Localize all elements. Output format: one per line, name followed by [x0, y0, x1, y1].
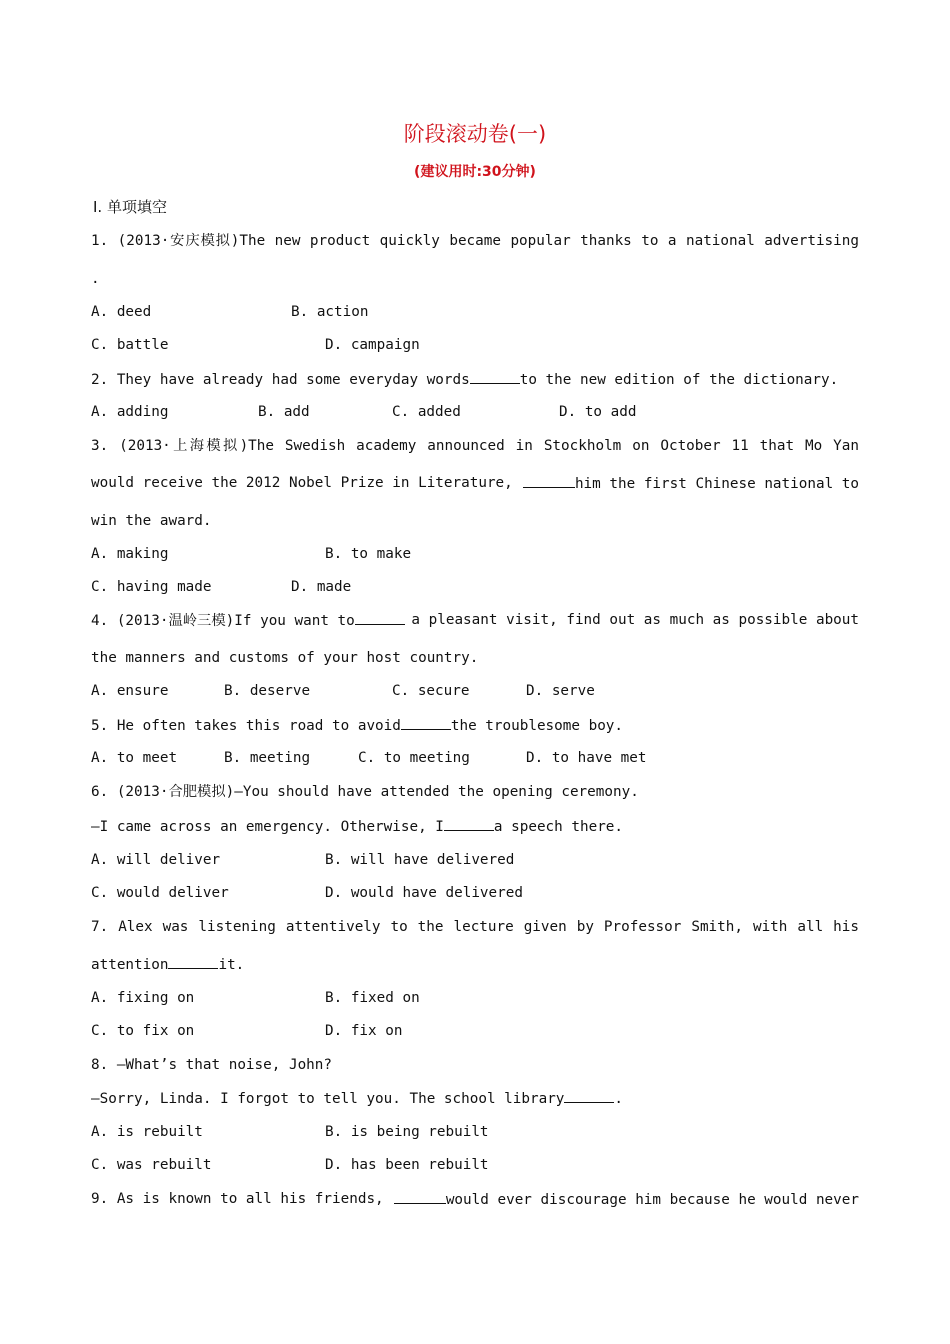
- question-7-stem-line2: [91, 954, 859, 975]
- question-3-option-b: B. to make: [325, 546, 412, 562]
- question-7-stem-end: it.: [218, 957, 245, 973]
- answer-blank: [564, 1088, 614, 1103]
- question-2-stem-end: to the new edition of the dictionary.: [519, 372, 839, 388]
- question-1-stem-end: .: [91, 271, 100, 287]
- answer-blank: [470, 369, 520, 384]
- question-2-stem-start: 2. They have already had some everyday words: [91, 372, 470, 388]
- question-9-stem-end: would ever discourage him because he would never: [445, 1192, 859, 1208]
- answer-blank: [523, 473, 575, 488]
- question-6-stem-line2: [91, 816, 859, 837]
- question-8-option-b: B. is being rebuilt: [325, 1124, 489, 1140]
- question-4-stem-line2: the manners and customs of your host country.: [91, 650, 479, 666]
- page-title: 阶段滚动卷(一): [403, 122, 547, 146]
- question-4-option-d: D. serve: [526, 683, 595, 699]
- answer-blank: [444, 816, 494, 831]
- question-3-stem-line2: [91, 473, 859, 494]
- answer-blank: [355, 610, 405, 625]
- question-5-stem-end: the troublesome boy.: [450, 718, 624, 734]
- question-6-option-d: D. would have delivered: [325, 885, 523, 901]
- question-7-stem: 7. Alex was listening attentively to the lecture given by Professor Smith, with all his: [91, 919, 859, 935]
- question-8-stem-line2: [91, 1088, 859, 1109]
- question-3-stem-end: him the first Chinese national to: [574, 476, 859, 492]
- question-3-option-a: A. making: [91, 546, 169, 562]
- question-5-option-c: C. to meeting: [358, 750, 470, 766]
- question-3-stem-start: would receive the 2012 Nobel Prize in Literature,: [91, 475, 513, 491]
- question-5-option-a: A. to meet: [91, 750, 178, 766]
- question-7-option-d: D. fix on: [325, 1023, 403, 1039]
- question-1-option-b: B. action: [291, 304, 369, 320]
- question-6-option-a: A. will deliver: [91, 852, 221, 868]
- question-9-stem-start: 9. As is known to all his friends,: [91, 1191, 384, 1207]
- question-2-stem: [91, 369, 859, 390]
- question-2-option-a: A. adding: [91, 404, 169, 420]
- answer-blank: [401, 715, 451, 730]
- question-2-option-d: D. to add: [559, 404, 637, 420]
- question-4-option-c: C. secure: [392, 683, 470, 699]
- question-3-stem-line3: win the award.: [91, 513, 212, 529]
- question-7-option-b: B. fixed on: [325, 990, 420, 1006]
- question-1-option-c: C. battle: [91, 337, 169, 353]
- question-7-option-a: A. fixing on: [91, 990, 195, 1006]
- question-6-option-b: B. will have delivered: [325, 852, 515, 868]
- question-8-stem-start: —Sorry, Linda. I forgot to tell you. The school library: [91, 1091, 565, 1107]
- question-4-stem: [91, 610, 859, 631]
- question-8-option-c: C. was rebuilt: [91, 1157, 212, 1173]
- question-1-option-a: A. deed: [91, 304, 152, 320]
- question-5-option-d: D. to have met: [526, 750, 647, 766]
- question-3-option-c: C. having made: [91, 579, 212, 595]
- page-subtitle: (建议用时:30分钟): [414, 164, 536, 180]
- question-1-stem: 1. (2013·安庆模拟)The new product quickly became popular thanks to a national advertising: [91, 233, 859, 249]
- answer-blank: [394, 1189, 446, 1204]
- question-4-stem-end: a pleasant visit, find out as much as possible about: [411, 612, 859, 628]
- question-2-option-b: B. add: [258, 404, 310, 420]
- question-8-stem: 8. —What’s that noise, John?: [91, 1057, 333, 1073]
- question-2-option-c: C. added: [392, 404, 461, 420]
- question-5-stem-start: 5. He often takes this road to avoid: [91, 718, 401, 734]
- question-6-option-c: C. would deliver: [91, 885, 229, 901]
- question-7-stem-start: attention: [91, 957, 169, 973]
- answer-blank: [168, 954, 218, 969]
- question-6-stem: 6. (2013·合肥模拟)—You should have attended the opening ceremony.: [91, 784, 639, 800]
- question-8-option-a: A. is rebuilt: [91, 1124, 203, 1140]
- question-4-stem-start: 4. (2013·温岭三模)If you want to: [91, 613, 355, 629]
- question-5-stem: [91, 715, 859, 736]
- question-4-option-a: A. ensure: [91, 683, 169, 699]
- question-7-option-c: C. to fix on: [91, 1023, 195, 1039]
- question-5-option-b: B. meeting: [224, 750, 311, 766]
- section-heading: Ⅰ. 单项填空: [93, 198, 167, 216]
- question-6-stem-start: —I came across an emergency. Otherwise, I: [91, 819, 444, 835]
- question-1-option-d: D. campaign: [325, 337, 420, 353]
- question-9-stem: [91, 1189, 859, 1210]
- question-6-stem-end: a speech there.: [493, 819, 624, 835]
- question-3-stem: 3. (2013·上海模拟)The Swedish academy announced in Stockholm on October 11 that Mo Yan: [91, 438, 859, 454]
- question-3-option-d: D. made: [291, 579, 352, 595]
- question-8-option-d: D. has been rebuilt: [325, 1157, 489, 1173]
- question-4-option-b: B. deserve: [224, 683, 311, 699]
- question-8-stem-end: .: [614, 1091, 624, 1107]
